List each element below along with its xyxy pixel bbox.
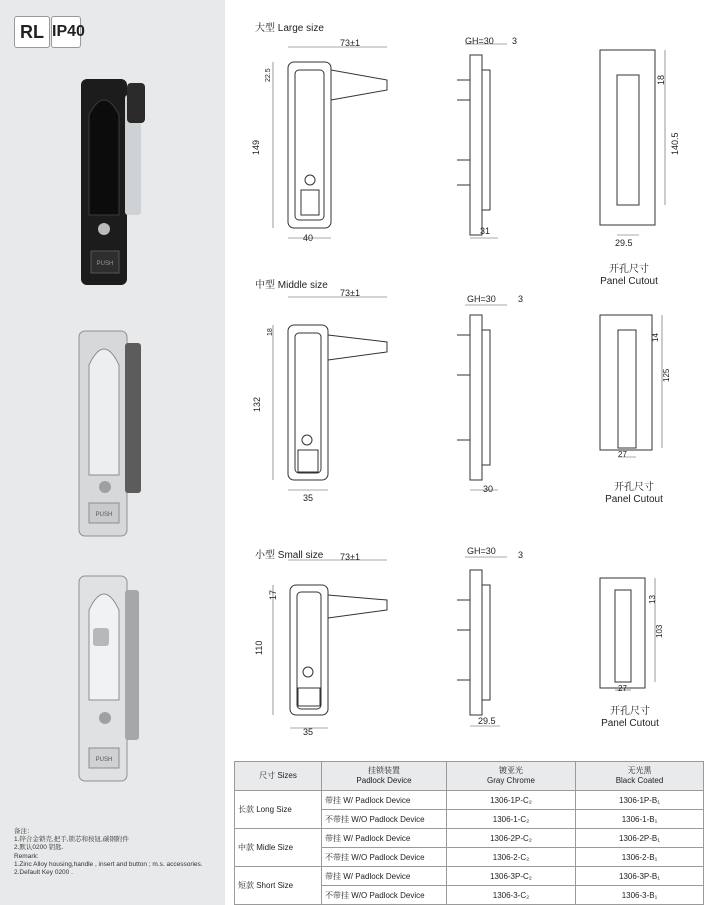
ip-rating-badge: IP40 [51, 16, 81, 48]
middle-cut-width: 27 [618, 450, 627, 459]
middle-top-dim: 18 [267, 328, 274, 336]
table-row [235, 829, 704, 848]
large-cut-height: 140.5 [670, 132, 680, 155]
small-size-title: 小型 Small size [255, 550, 324, 561]
gray-cell: 1306-3P-C₂ [447, 867, 576, 886]
gray-cell: 1306-3-C₂ [447, 886, 576, 905]
small-cutout-label: 开孔尺寸 Panel Cutout [601, 706, 659, 729]
chrome-padlock-photo [75, 570, 155, 785]
black-cell: 1306-1P-B₁ [575, 791, 703, 810]
small-gh-extra: 3 [518, 550, 524, 560]
middle-handle-dim: 73±1 [340, 288, 360, 298]
padlock-cell: 不带挂 W/O Padlock Device [322, 810, 447, 829]
large-cutout-label: 开孔尺寸 Panel Cutout [600, 264, 658, 287]
small-width-dim: 35 [303, 727, 314, 737]
size-cell: 长款 Long Size [235, 791, 322, 829]
table-row [235, 867, 704, 886]
remark-en-1: 1.Zinc Alloy housing,handle , insert and button ; m.s. accessories. [14, 860, 203, 868]
remarks-title-en: Remark: [14, 852, 39, 860]
middle-size-title: 中型 Middle size [255, 280, 328, 291]
table-row [235, 791, 704, 810]
remarks-title-cn: 备注： [14, 828, 34, 835]
middle-height-dim: 132 [252, 396, 262, 412]
gray-cell: 1306-1-C₂ [447, 810, 576, 829]
gray-cell: 1306-2-C₂ [447, 848, 576, 867]
push-label-1: PUSH [96, 261, 114, 267]
small-height-dim: 110 [254, 640, 264, 655]
size-cell: 短款 Short Size [235, 867, 322, 905]
middle-width-dim: 35 [303, 493, 314, 503]
header-sizes: 尺寸 Sizes [235, 762, 322, 791]
large-depth-dim: 31 [480, 226, 491, 236]
padlock-cell: 不带挂 W/O Padlock Device [322, 886, 447, 905]
middle-gh-extra: 3 [518, 294, 524, 304]
remark-cn-1: 1.锌合金锁壳,把手,锁芯和按钮,碳钢附件 [14, 836, 129, 844]
small-cut-top: 13 [648, 595, 657, 604]
spec-table [234, 761, 704, 905]
push-label-2: PUSH [95, 512, 113, 518]
large-cut-top: 18 [656, 74, 666, 85]
gray-cell: 1306-1P-C₂ [447, 791, 576, 810]
remark-cn-2: 2.默认0200 钥匙. [14, 844, 64, 852]
large-handle-dim: 73±1 [340, 38, 360, 48]
small-gh-dim: GH=30 [467, 546, 496, 556]
padlock-cell: 带挂 W/ Padlock Device [322, 829, 447, 848]
size-cell: 中款 Midle Size [235, 829, 322, 867]
technical-drawings [225, 0, 707, 750]
middle-depth-dim: 30 [483, 484, 494, 494]
black-cell: 1306-3-B₁ [575, 886, 703, 905]
padlock-cell: 不带挂 W/O Padlock Device [322, 848, 447, 867]
product-photo-panel [0, 0, 225, 905]
header-black: 无光黑 Black Coated [575, 762, 703, 791]
small-cut-width: 27 [618, 684, 627, 693]
remark-en-2: 2.Default Key 0200 . [14, 869, 73, 877]
header-padlock: 挂锁装置 Padlock Device [322, 762, 447, 791]
small-depth-dim: 29.5 [478, 716, 496, 726]
large-gh-extra: 3 [512, 36, 518, 46]
push-label-3: PUSH [95, 757, 113, 763]
small-handle-dim: 73±1 [340, 552, 360, 562]
small-cut-height: 103 [655, 624, 664, 638]
large-gh-dim: GH=30 [465, 36, 494, 46]
large-top-dim: 22.5 [265, 68, 272, 82]
black-lock-photo [75, 75, 155, 290]
large-size-title: 大型 Large size [255, 23, 324, 34]
black-cell: 1306-2P-B₁ [575, 829, 703, 848]
black-cell: 1306-1-B₁ [575, 810, 703, 829]
middle-cut-height: 125 [662, 368, 671, 382]
header-gray: 镀亚光 Gray Chrome [447, 762, 576, 791]
model-badge: RL [14, 16, 50, 48]
black-cell: 1306-2-B₁ [575, 848, 703, 867]
middle-gh-dim: GH=30 [467, 294, 496, 304]
large-height-dim: 149 [251, 139, 261, 155]
small-top-dim: 17 [268, 589, 278, 600]
gray-cell: 1306-2P-C₂ [447, 829, 576, 848]
black-cell: 1306-3P-B₁ [575, 867, 703, 886]
middle-cut-top: 14 [651, 333, 660, 342]
remarks [14, 828, 203, 877]
middle-cutout-label: 开孔尺寸 Panel Cutout [605, 482, 663, 505]
large-cut-width: 29.5 [615, 238, 633, 248]
padlock-cell: 带挂 W/ Padlock Device [322, 867, 447, 886]
padlock-cell: 带挂 W/ Padlock Device [322, 791, 447, 810]
chrome-lock-photo [75, 325, 155, 540]
large-width-dim: 40 [303, 233, 314, 243]
